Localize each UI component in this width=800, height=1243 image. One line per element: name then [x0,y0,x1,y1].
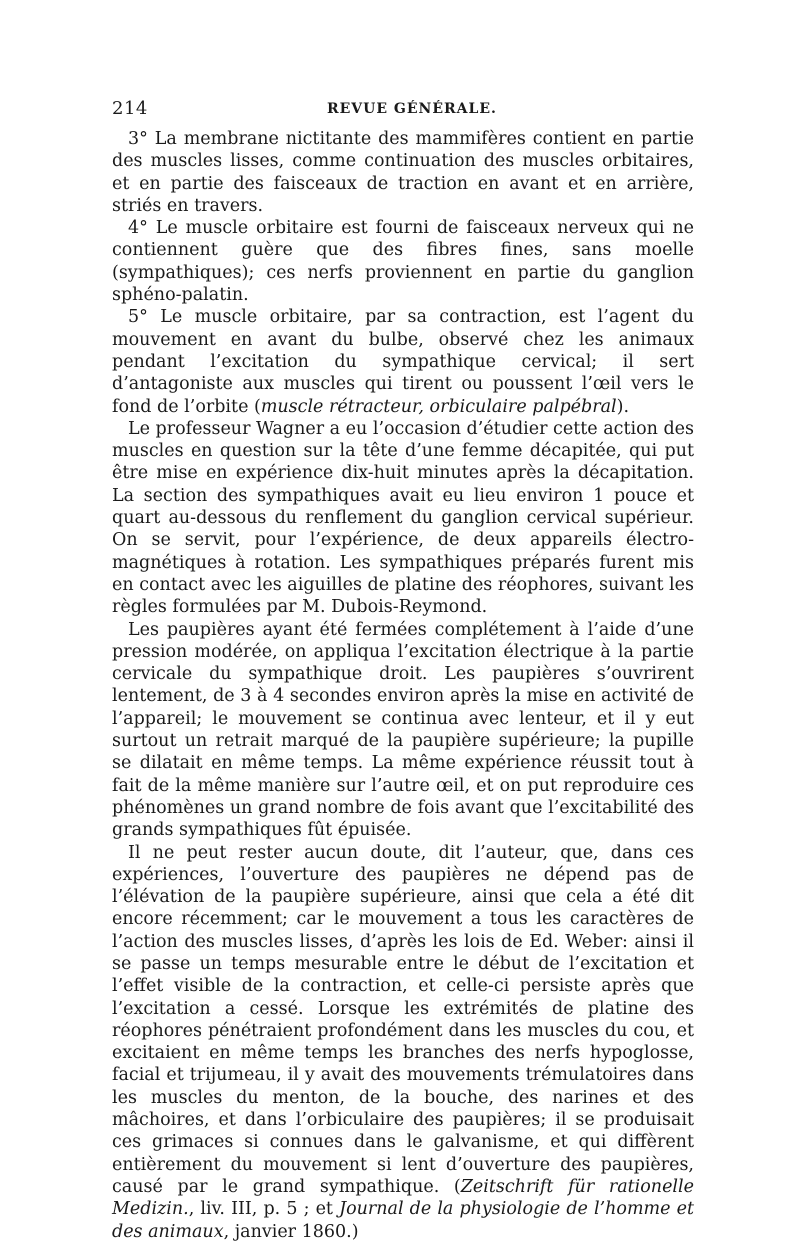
paragraph-text: La membrane nictitante des mammifères contient en partie des muscles lisses, comme continuation des muscles orbitaires, et en partie des faisceaux de traction en avant et en arrière, striés en travers. [112,129,694,216]
citation-journal-1: Zeitschrift für rationelle Medizin. [112,1176,694,1220]
paragraph-text: Il ne peut rester aucun doute, dit l’auteur, que, dans ces expériences, l’ouverture des paupières ne dépend pas de l’élévation de la paupière supérieure, ainsi que cela a été dit encore récemment; car le mouvement a tous les caractères de l’action des muscles lisses, d’après les lois de Ed. Weber: ainsi il se passe un temps mesurable entre le début de l’excitation et l’effet visible de la contraction, et celle-ci persiste après que l’excitation a cessé. Lorsque les extrémités de platine des réophores pénétraient profondément dans les muscles du cou, et excitaient en même temps les branches des nerfs hypoglosse, facial et trijumeau, il y avait des mouvements trémulatoires dans les muscles du menton, de la bouche, des narines et des mâchoires, et dans l’orbiculaire des paupières; il se produisait ces grimaces si connues dans le galvanisme, et qui diffèrent entièrement du mouvement si lent d’ouverture des paupières, causé par le grand sympathique. ( [112,842,694,1197]
item-number: 5° [128,307,148,328]
paragraph-text: Le muscle orbitaire est fourni de faisceaux nerveux qui ne contiennent guère que des fibres fines, sans moelle (sympathiques); ces nerfs proviennent en partie du ganglion sphéno-palatin. [112,218,694,306]
page-header [112,98,692,122]
paragraph-item-4 [112,217,694,306]
paragraph-text: Le muscle orbitaire, par sa contraction, est l’agent du mouvement en avant du bulbe, observé chez les animaux pendant l’excitation du sympathique cervical; il sert d’antagoniste aux muscles qui tirent ou poussent l’œil vers le fond de l’orbite ( [112,307,694,417]
paragraph-wagner [112,418,694,619]
paragraph-conclusion [112,842,694,1243]
body-text [112,128,694,1243]
italic-term: muscle rétracteur, orbiculaire palpébral [260,396,617,417]
citation-text-end: , janvier 1860.) [223,1221,359,1242]
page-number: 214 [112,98,148,119]
item-number: 4° [128,218,148,239]
paragraph-text: Le professeur Wagner a eu l’occasion d’étudier cette action des muscles en question sur la tête d’une femme décapitée, qui put être mise en expérience dix-huit minutes après la décapitation. La section des sympathiques avait eu lieu environ 1 pouce et quart au-dessous du renflement du ganglion cervical supérieur. On se servit, pour l’expérience, de deux appareils électro-magnétiques à rotation. Les sympathiques préparés furent mis en contact avec les aiguilles de platine des réophores, suivant les règles formulées par M. Dubois-Reymond. [112,418,694,618]
running-title: REVUE GÉNÉRALE. [327,101,497,117]
paragraph-item-3 [112,128,694,217]
paragraph-item-5 [112,306,694,417]
paragraph-text: Les paupières ayant été fermées complétement à l’aide d’une pression modérée, on appliqua l’excitation électrique à la partie cervicale du sympathique droit. Les paupières s’ouvrirent lentement, de 3 à 4 secondes environ après la mise en activité de l’appareil; le mouvement se continua avec lenteur, et il y eut surtout un retrait marqué de la paupière supérieure; la pupille se dilatait en même temps. La même expérience réussit tout à fait de la même manière sur l’autre œil, et on put reproduire ces phénomènes un grand nombre de fois avant que l’excitabilité des grands sympathiques fût épuisée. [112,619,694,841]
citation-text: , liv. III, p. 5 ; et [188,1199,340,1220]
paragraph-text-end: ). [616,396,630,417]
citation-journal-2: Journal de la physiologie de l’homme et des animaux [112,1199,694,1242]
item-number: 3° [128,129,148,149]
paragraph-paupieres [112,619,694,842]
